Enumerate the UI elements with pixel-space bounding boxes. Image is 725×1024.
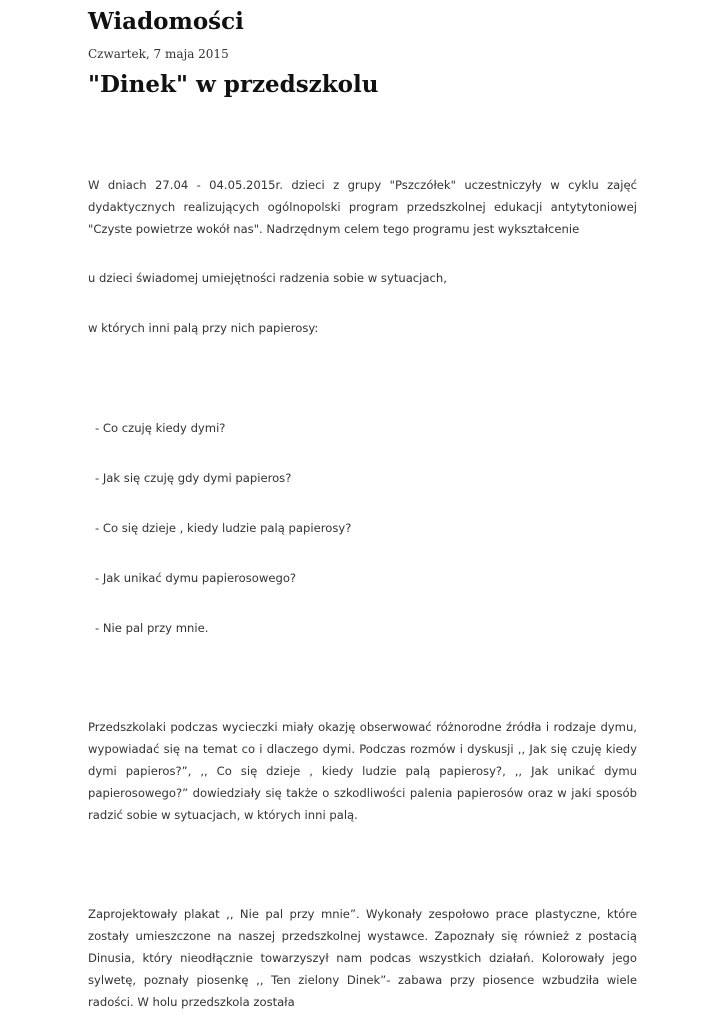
list-item: - Nie pal przy mnie.	[95, 621, 209, 635]
body-paragraph: Przedszkolaki podczas wycieczki miały okazję obserwować różnorodne źródła i rodzaje dymu, wypowiadać się na temat co i dlaczego dymi. Podczas rozmów i dyskusji ,, Jak się czuję kiedy dymi papieros?”, ,, Co się dzieje , kiedy ludzie palą papierosy?, ,, Jak unikać dymu papierosowego?” dowiedziały się także o szkodliwości palenia papierosów oraz w jaki sposób radzić sobie w sytuacjach, w których inni palą.	[88, 720, 637, 822]
list-item: - Co się dzieje , kiedy ludzie palą papierosy?	[95, 521, 352, 535]
site-title[interactable]: Wiadomości	[88, 8, 244, 35]
post-date: Czwartek, 7 maja 2015	[88, 47, 229, 61]
body-line: u dzieci świadomej umiejętności radzenia sobie w sytuacjach,	[88, 271, 447, 285]
body-line: w których inni palą przy nich papierosy:	[88, 321, 319, 335]
intro-paragraph: W dniach 27.04 - 04.05.2015r. dzieci z grupy "Pszczółek" uczestniczyły w cyklu zajęć dydaktycznych realizujących ogólnopolski program przedszkolnej edukacji antytytoniowej "Czyste powietrze wokół nas". Nadrzędnym celem tego programu jest wykształcenie	[88, 178, 637, 236]
list-item: - Jak się czuję gdy dymi papieros?	[95, 471, 292, 485]
list-item: - Jak unikać dymu papierosowego?	[95, 571, 297, 585]
list-item: - Co czuję kiedy dymi?	[95, 421, 226, 435]
body-paragraph: Zaprojektowały plakat ,, Nie pal przy mnie”. Wykonały zespołowo prace plastyczne, które zostały umieszczone na naszej przedszkolnej wystawce. Zapoznały się również z postacią Dinusia, który nieodłącznie towarzyszył nam podcas wszystkich działań. Kolorowały jego sylwetę, poznały piosenkę ,, Ten zielony Dinek”- zabawa przy piosence wzbudziła wiele radości. W holu przedszkola została	[88, 907, 637, 1009]
post-title[interactable]: "Dinek" w przedszkolu	[88, 71, 379, 98]
